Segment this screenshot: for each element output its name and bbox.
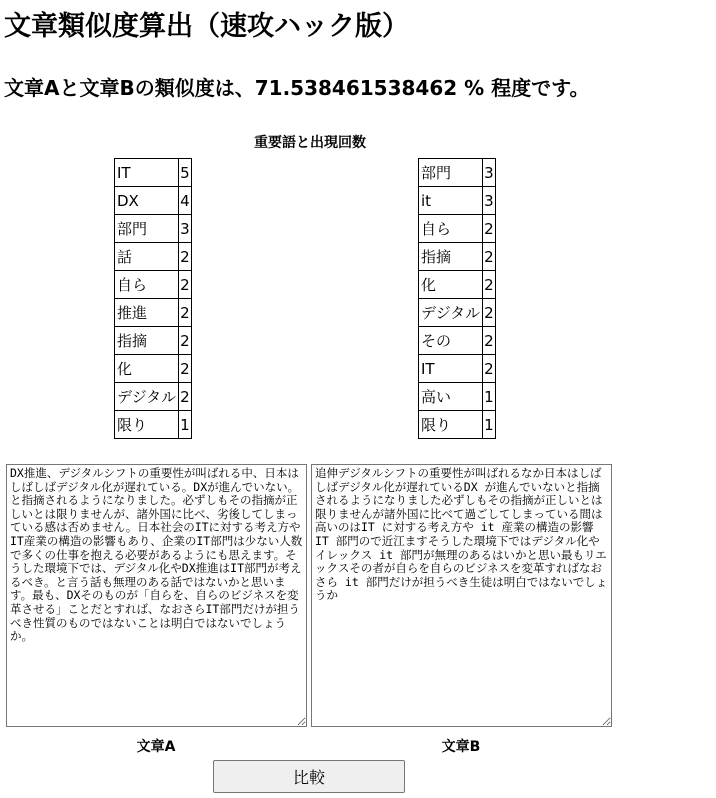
keyword-count: 2 [483, 327, 496, 355]
keyword-term: 指摘 [419, 243, 483, 271]
text-a-input[interactable] [6, 464, 307, 727]
keyword-term: IT [419, 355, 483, 383]
table-row [115, 383, 192, 411]
keyword-count: 2 [179, 299, 192, 327]
keyword-count: 2 [179, 383, 192, 411]
keyword-count: 2 [483, 243, 496, 271]
table-row [419, 383, 496, 411]
keyword-term: その [419, 327, 483, 355]
keyword-count: 1 [483, 411, 496, 439]
similarity-value: 71.538461538462 [254, 76, 458, 100]
keyword-term: 限り [419, 411, 483, 439]
keyword-term: 限り [115, 411, 179, 439]
keyword-table-b [418, 158, 496, 439]
keyword-term: 話 [115, 243, 179, 271]
keyword-count: 2 [179, 271, 192, 299]
text-b-input[interactable] [311, 464, 612, 727]
keyword-count: 2 [483, 215, 496, 243]
page-title: 文章類似度算出（速攻ハック版） [4, 11, 409, 42]
keyword-count: 2 [483, 271, 496, 299]
table-row [419, 299, 496, 327]
text-a-label: 文章A [136, 739, 176, 755]
keyword-count: 2 [179, 355, 192, 383]
keyword-count: 3 [179, 215, 192, 243]
keyword-term: DX [115, 187, 179, 215]
keyword-term: 部門 [419, 159, 483, 187]
table-row [115, 299, 192, 327]
table-row [115, 215, 192, 243]
keyword-count: 2 [483, 355, 496, 383]
table-row [115, 327, 192, 355]
keyword-term: 化 [419, 271, 483, 299]
result-suffix: % 程度です。 [457, 76, 590, 100]
keyword-count: 1 [483, 383, 496, 411]
keyword-term: 自ら [419, 215, 483, 243]
table-row [419, 159, 496, 187]
keyword-term: IT [115, 159, 179, 187]
keyword-count: 3 [483, 187, 496, 215]
table-row [115, 355, 192, 383]
keyword-term: 自ら [115, 271, 179, 299]
keyword-count: 2 [179, 327, 192, 355]
table-row [419, 355, 496, 383]
keyword-term: 高い [419, 383, 483, 411]
similarity-result [4, 72, 590, 101]
keywords-caption: 重要語と出現回数 [254, 135, 366, 151]
keyword-count: 4 [179, 187, 192, 215]
compare-button[interactable]: 比較 [213, 760, 405, 793]
table-row [419, 187, 496, 215]
keyword-count: 2 [179, 243, 192, 271]
keyword-count: 5 [179, 159, 192, 187]
keyword-table-a [114, 158, 192, 439]
keyword-term: 推進 [115, 299, 179, 327]
table-row [419, 411, 496, 439]
keyword-count: 1 [179, 411, 192, 439]
keyword-term: デジタル [115, 383, 179, 411]
table-row [115, 411, 192, 439]
table-row [419, 215, 496, 243]
table-row [115, 159, 192, 187]
keyword-term: 部門 [115, 215, 179, 243]
text-b-label: 文章B [441, 739, 481, 755]
table-row [115, 187, 192, 215]
result-prefix: 文章Aと文章Bの類似度は、 [4, 76, 255, 100]
keyword-count: 2 [483, 299, 496, 327]
table-row [115, 243, 192, 271]
table-row [115, 271, 192, 299]
keyword-count: 3 [483, 159, 496, 187]
keyword-term: 指摘 [115, 327, 179, 355]
keyword-term: デジタル [419, 299, 483, 327]
table-row [419, 271, 496, 299]
keyword-term: it [419, 187, 483, 215]
table-row [419, 327, 496, 355]
keyword-term: 化 [115, 355, 179, 383]
table-row [419, 243, 496, 271]
